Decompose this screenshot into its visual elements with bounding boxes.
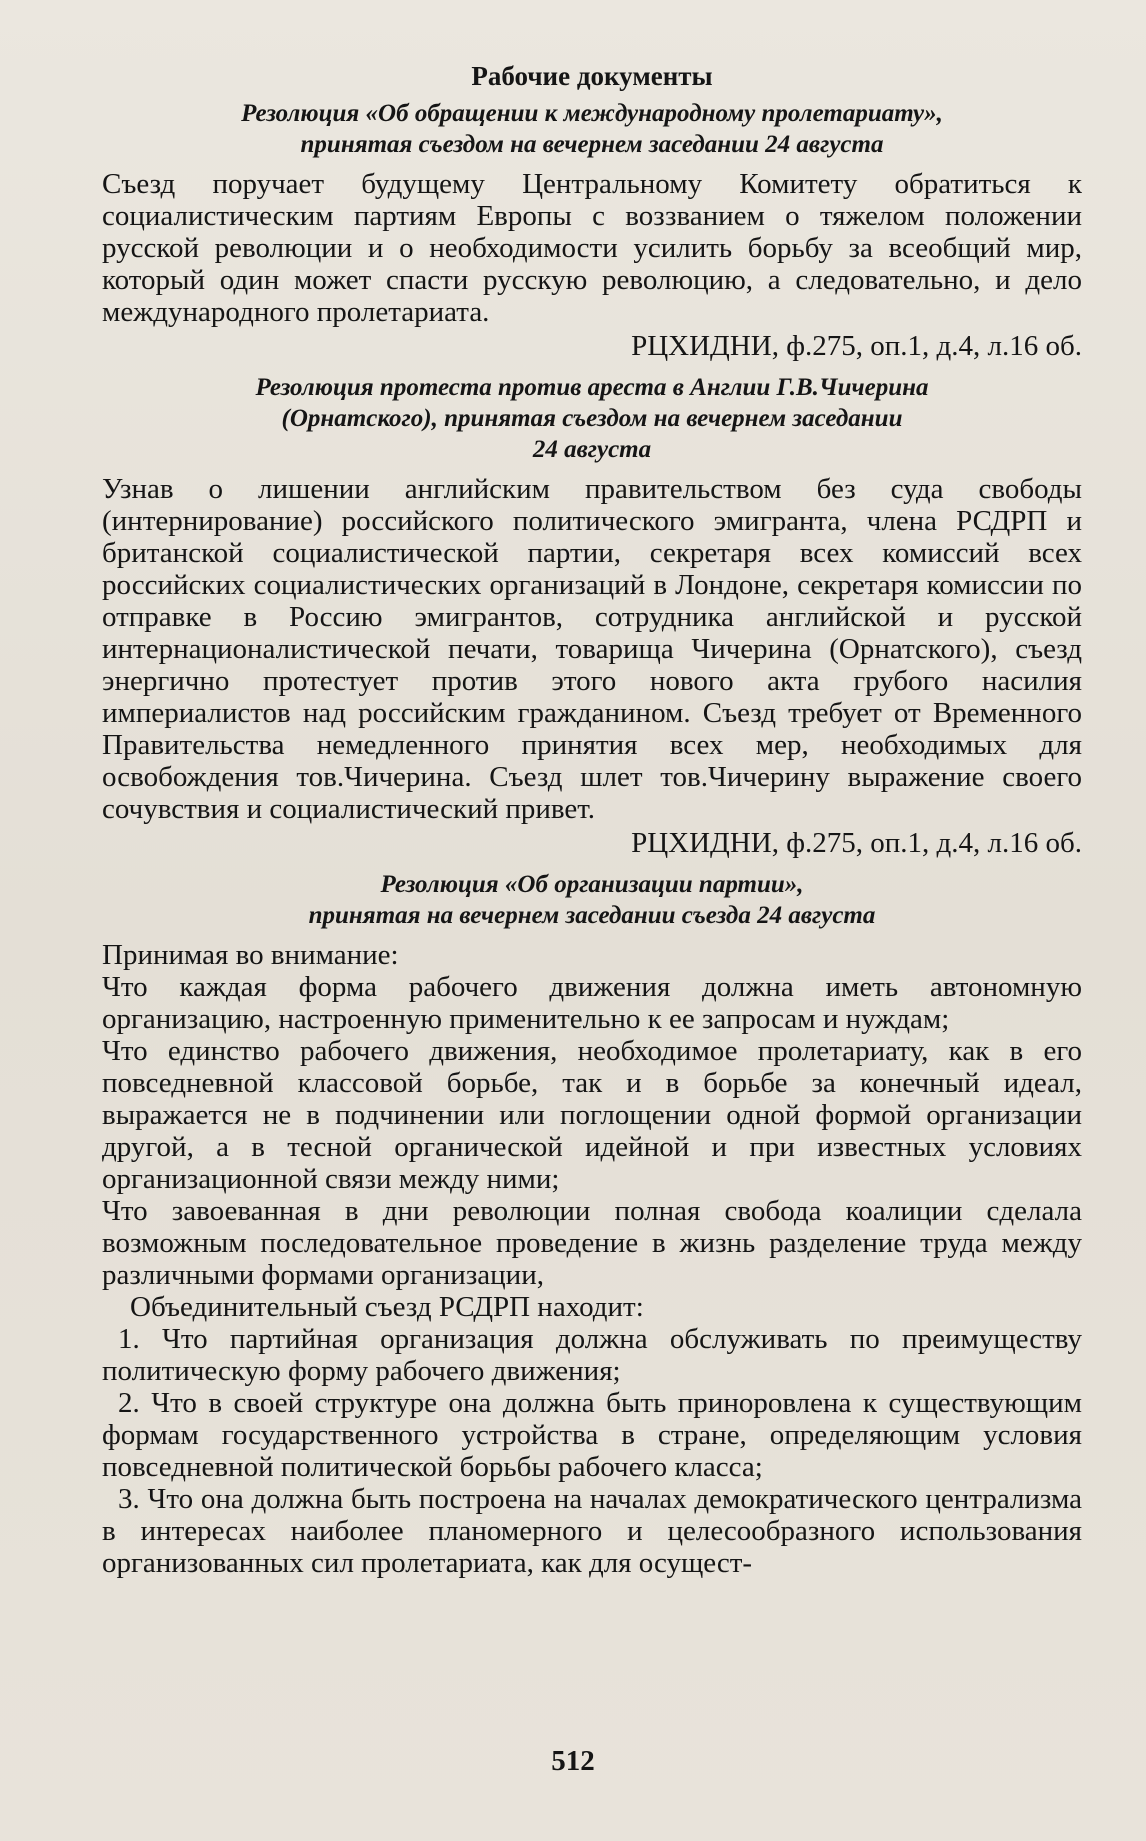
resolution-2-text: Узнав о лишении английским правительством без суда свободы (интернирование) российского политического эмигранта, члена РСДРП и британской социалистической партии, секретаря всех комиссий всех российских социалистических организаций в Лондоне, секретаря комиссии по отправке в Россию эмигрантов, сотрудника английской и русской интернационалистической печати, товарища Чичерина (Орнатского), съезд энергично протестует против этого нового акта грубого насилия империалистов над российским гражданином. Съезд требует от Временного Правительства немедленного принятия всех мер, необходимых для освобождения тов.Чичерина. Съезд шлет тов.Чичерину выражение своего сочувствия и социалистический привет. [102,473,1082,825]
resolution-3-item: 2. Что в своей структуре она должна быть приноровлена к существующим формам государственного устройства в стране, определяющим условия повседневной политической борьбы рабочего класса; [102,1387,1082,1483]
resolution-3-title-line: принятая на вечернем заседании съезда 24 августа [308,902,876,929]
resolution-3-title [102,869,1082,931]
resolution-1-title-line: Резолюция «Об обращении к международному пролетариату», [241,100,943,127]
resolution-2-title-line: (Орнатского), принятая съездом на вечернем заседании [281,405,903,432]
resolution-3-paragraph: Что завоеванная в дни революции полная свобода коалиции сделала возможным последовательное проведение в жизнь разделение труда между различными формами организации, [102,1195,1082,1291]
resolution-3-item: 1. Что партийная организация должна обслуживать по преимуществу политическую форму рабочего движения; [102,1323,1082,1387]
resolution-3-paragraph: Что каждая форма рабочего движения должна иметь автономную организацию, настроенную применительно к ее запросам и нуждам; [102,971,1082,1035]
resolution-2-title-line: Резолюция протеста против ареста в Англии Г.В.Чичерина [255,374,929,401]
resolution-3-title-line: Резолюция «Об организации партии», [380,871,804,898]
resolution-2-title [102,372,1082,465]
page-number: 512 [551,1745,595,1777]
resolution-3-paragraph: Что единство рабочего движения, необходимое пролетариату, как в его повседневной классовой борьбе, так и в борьбе за конечный идеал, выражается не в подчинении или поглощении одной формой организации другой, а в тесной органической идейной и при известных условиях организационной связи между ними; [102,1035,1082,1195]
resolution-3-findings: Объединительный съезд РСДРП находит: [130,1291,644,1323]
resolution-1-source: РЦХИДНИ, ф.275, оп.1, д.4, л.16 об. [631,330,1082,362]
resolution-3-paragraph: Принимая во внимание: [102,939,399,971]
resolution-1-text: Съезд поручает будущему Центральному Комитету обратиться к социалистическим партиям Европы с воззванием о тяжелом положении русской революции и о необходимости усилить борьбу за всеобщий мир, который один может спасти русскую революцию, а следовательно, и дело международного пролетариата. [102,168,1082,328]
resolution-1-title-line: принятая съездом на вечернем заседании 24 августа [300,131,884,158]
resolution-3-item: 3. Что она должна быть построена на началах демократического централизма в интересах наиболее планомерного и целесообразного использования организованных сил пролетариата, как для осущест- [102,1483,1082,1579]
page-content [102,60,1082,1579]
resolution-2-title-line: 24 августа [532,436,652,463]
resolution-2-source: РЦХИДНИ, ф.275, оп.1, д.4, л.16 об. [631,827,1082,859]
resolution-1-title [102,98,1082,160]
running-header: Рабочие документы [471,61,713,91]
